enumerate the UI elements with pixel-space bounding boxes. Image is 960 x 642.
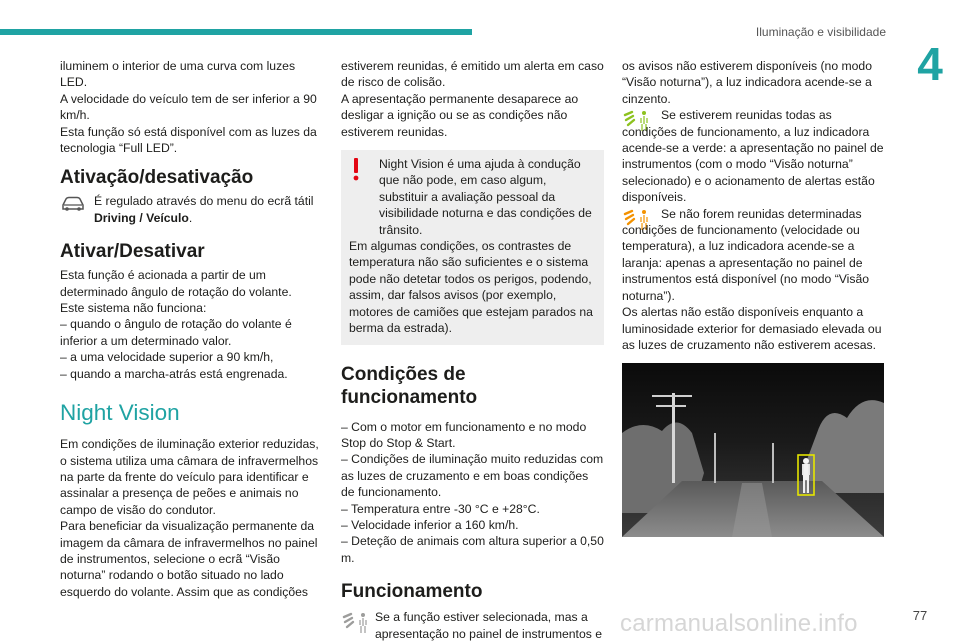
list-item: – quando o ângulo de rotação do volante é inferior a um determinado valor. — [60, 317, 292, 348]
paragraph: Os alertas não estão disponíveis enquanto a luminosidade exterior for demasiado elevada ou as luzes de cruzamento não estiverem acesas. — [622, 305, 882, 352]
menu-path: Driving / Veículo — [94, 210, 189, 225]
paragraph: os avisos não estiverem disponíveis (no modo “Visão noturna”), a luz indicadora acende-se a cinzento. — [622, 59, 872, 106]
car-icon — [60, 193, 94, 217]
status-note-green — [622, 107, 884, 205]
paragraph: Se a função estiver selecionada, mas a apresentação no painel de instrumentos e — [375, 610, 602, 641]
paragraph: Este sistema não funciona: — [60, 301, 207, 316]
heading-funcionamento: Funcionamento — [341, 581, 483, 603]
watermark: carmanualsonline.info — [620, 610, 858, 637]
paragraph: Esta função é acionada a partir de um determinado ângulo de rotação do volante. — [60, 268, 292, 299]
heading-ativar-desativar: Ativar/Desativar — [60, 241, 205, 263]
paragraph: Se estiverem reunidas todas as condições de funcionamento, a luz indicadora acende-se a verde: a apresentação no painel de instrumentos (com o modo “Visão noturna” selecionado) e o acionamento de alertas estão disponíveis. — [622, 108, 884, 205]
status-note-orange — [622, 206, 884, 304]
list-item: – Condições de iluminação muito reduzidas com as luzes de cruzamento e em boas condições de funcionamento. — [341, 452, 604, 500]
list-item: – Com o motor em funcionamento e no modo Stop do Stop & Start. — [341, 419, 587, 450]
column-1 — [60, 58, 322, 600]
paragraph: A velocidade do veículo tem de ser inferior a 90 km/h. — [60, 91, 317, 123]
page-number: 77 — [912, 608, 928, 623]
list-item: – Temperatura entre -30 °C e +28°C. — [341, 501, 540, 516]
list-item: – Velocidade inferior a 160 km/h. — [341, 517, 519, 532]
column-2 — [341, 58, 604, 642]
status-note — [341, 609, 604, 642]
paragraph: Em condições de iluminação exterior reduzidas, o sistema utiliza uma câmara de infravermelhos na parte da frente do veículo para identificar e assinalar a presença de peões e animais no campo de visão do condutor. — [60, 437, 319, 517]
paragraph: Se não forem reunidas determinadas condições de funcionamento (velocidade ou temperatura), a luz indicadora acende-se a laranja: apenas a apresentação no painel de instrumentos está disponível (no modo “Visão noturna”). — [622, 206, 870, 303]
top-accent-bar — [0, 29, 472, 35]
list-item: – Deteção de animais com altura superior a 0,50 m. — [341, 534, 604, 565]
warning-icon — [349, 156, 379, 185]
menu-text-end: . — [188, 210, 193, 225]
paragraph: estiverem reunidas, é emitido um alerta em caso de risco de colisão. — [341, 59, 604, 90]
thermal-camera-image — [622, 363, 884, 537]
section-header: Iluminação e visibilidade — [755, 25, 886, 39]
menu-note — [60, 193, 322, 226]
heading-condicoes: Condições de funcionamento — [341, 363, 478, 408]
list-item: – quando a marcha-atrás está engrenada. — [60, 366, 288, 381]
paragraph: Esta função só está disponível com as luzes da tecnologia “Full LED”. — [60, 124, 317, 156]
warning-box — [341, 150, 604, 344]
warning-text: Night Vision é uma ajuda à condução que não pode, em caso algum, substituir a avaliação pessoal da visibilidade noturna e das condições de trânsito. — [379, 157, 592, 237]
paragraph: iluminem o interior de uma curva com luzes LED. — [60, 59, 296, 90]
paragraph: A apresentação permanente desaparece ao desligar a ignição ou se as condições não estiverem reunidas. — [341, 91, 579, 139]
chapter-number: 4 — [917, 38, 943, 90]
column-3 — [622, 58, 884, 537]
night-vision-grey-icon — [341, 609, 375, 639]
heading-night-vision: Night Vision — [60, 400, 180, 426]
paragraph: Para beneficiar da visualização permanente da imagem da câmara de infravermelhos no painel de instrumentos, selecione o ecrã “Visão noturna” rodando o botão situado no lado esquerdo do volante. Assim que as condições — [60, 519, 318, 599]
heading-ativacao: Ativação/desativação — [60, 167, 254, 189]
warning-text: Em algumas condições, os contrastes de temperatura não são suficientes e o sistema pode não detetar todos os perigos, podendo, assim, dar falsos avisos (por exemplo, motores de camiões que estejam parados na berma da estrada). — [349, 239, 593, 336]
list-item: – a uma velocidade superior a 90 km/h, — [60, 350, 274, 365]
menu-text: É regulado através do menu do ecrã tátil — [94, 194, 314, 209]
